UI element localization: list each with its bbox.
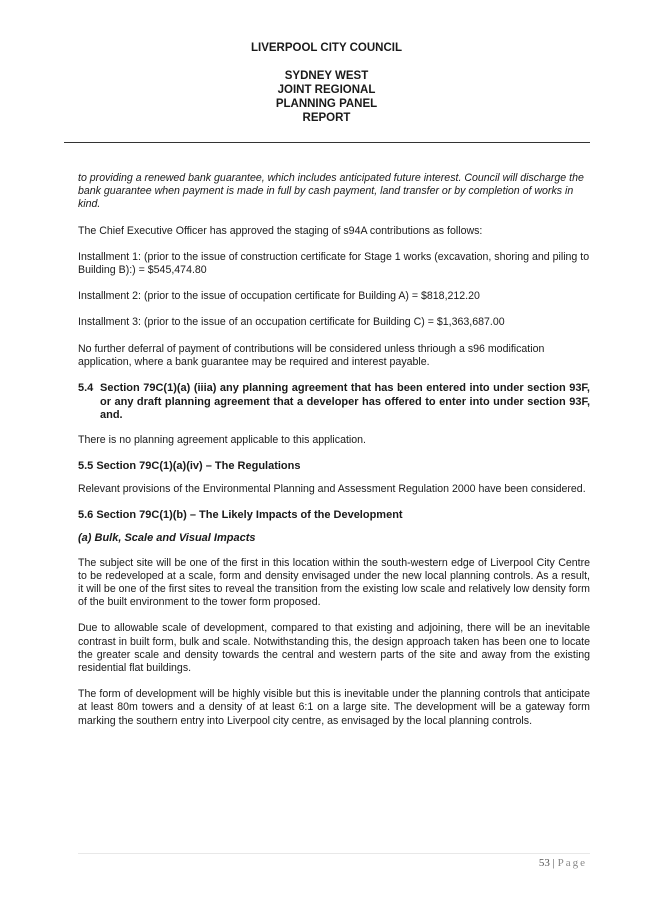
page-number: 53 <box>538 857 550 869</box>
installment-2: Installment 2: (prior to the issue of occupation certificate for Building A) = $818,212.20 <box>78 290 480 303</box>
section-title: Section 79C(1)(a) (iiia) any planning agreement that has been entered into under section 93F, or any draft planning agreement that a developer has offered to enter into under section 93F, and. <box>100 382 590 422</box>
panel-title-line: REPORT <box>302 112 351 124</box>
panel-title-line: SYDNEY WEST <box>284 70 369 82</box>
report-body <box>78 172 590 741</box>
section-5-4-body: There is no planning agreement applicable to this application. <box>78 433 366 446</box>
section-number: 5.4 <box>78 382 94 395</box>
bulk-scale-paragraph-3: The form of development will be highly visible but this is inevitable under the planning controls that anticipate at least 80m towers and a density of at least 6:1 on a large site. The development will be a gateway form marking the southern entry into Liverpool city centre, as envisaged by the local planning controls. <box>78 688 590 727</box>
header-divider <box>64 142 590 143</box>
section-5-4-heading <box>78 382 590 423</box>
page-separator: | <box>552 857 555 869</box>
council-name: LIVERPOOL CITY COUNCIL <box>250 42 402 54</box>
bulk-scale-paragraph-1: The subject site will be one of the first in this location within the south-western edge of Liverpool City Centre to be redeveloped at a scale, form and density envisaged under the new local planning controls. As a result, it will be one of the first sites to reveal the transition from the existing low scale and relatively low density form of the built environment to the tower form proposed. <box>78 556 590 609</box>
intro-paragraph: to providing a renewed bank guarantee, which includes anticipated future interest. Council will discharge the bank guarantee when payment is made in full by cash payment, land transfer or by completion of works in kind. <box>78 172 584 211</box>
footer-divider <box>78 853 590 854</box>
subsection-a-heading: (a) Bulk, Scale and Visual Impacts <box>78 532 256 545</box>
panel-title-line: PLANNING PANEL <box>275 98 378 110</box>
section-5-5-body: Relevant provisions of the Environmental Planning and Assessment Regulation 2000 have been considered. <box>78 482 586 495</box>
panel-title-line: JOINT REGIONAL <box>277 84 376 96</box>
page-footer <box>539 857 587 869</box>
no-further-deferral: No further deferral of payment of contributions will be considered unless thriough a s96 modification application, where a bank guarantee may be required and interest payable. <box>78 342 545 368</box>
section-5-6-heading: 5.6 Section 79C(1)(b) – The Likely Impacts of the Development <box>78 509 403 522</box>
page-label: Page <box>557 857 587 869</box>
section-5-5-heading: 5.5 Section 79C(1)(a)(iv) – The Regulations <box>78 459 301 472</box>
installment-3: Installment 3: (prior to the issue of an occupation certificate for Building C) = $1,363,687.00 <box>78 316 505 329</box>
installment-1: Installment 1: (prior to the issue of construction certificate for Stage 1 works (excavation, shoring and piling to Building B):) = $545,474.80 <box>78 250 590 277</box>
staging-intro: The Chief Executive Officer has approved the staging of s94A contributions as follows: <box>78 224 483 237</box>
panel-title <box>0 69 653 125</box>
bulk-scale-paragraph-2: Due to allowable scale of development, compared to that existing and adjoining, there will be an inevitable contrast in built form, bulk and scale. Notwithstanding this, the design approach taken has been one to locate the greater scale and density towards the central and western parts of the site and away from the existing residential flat buildings. <box>78 622 590 674</box>
